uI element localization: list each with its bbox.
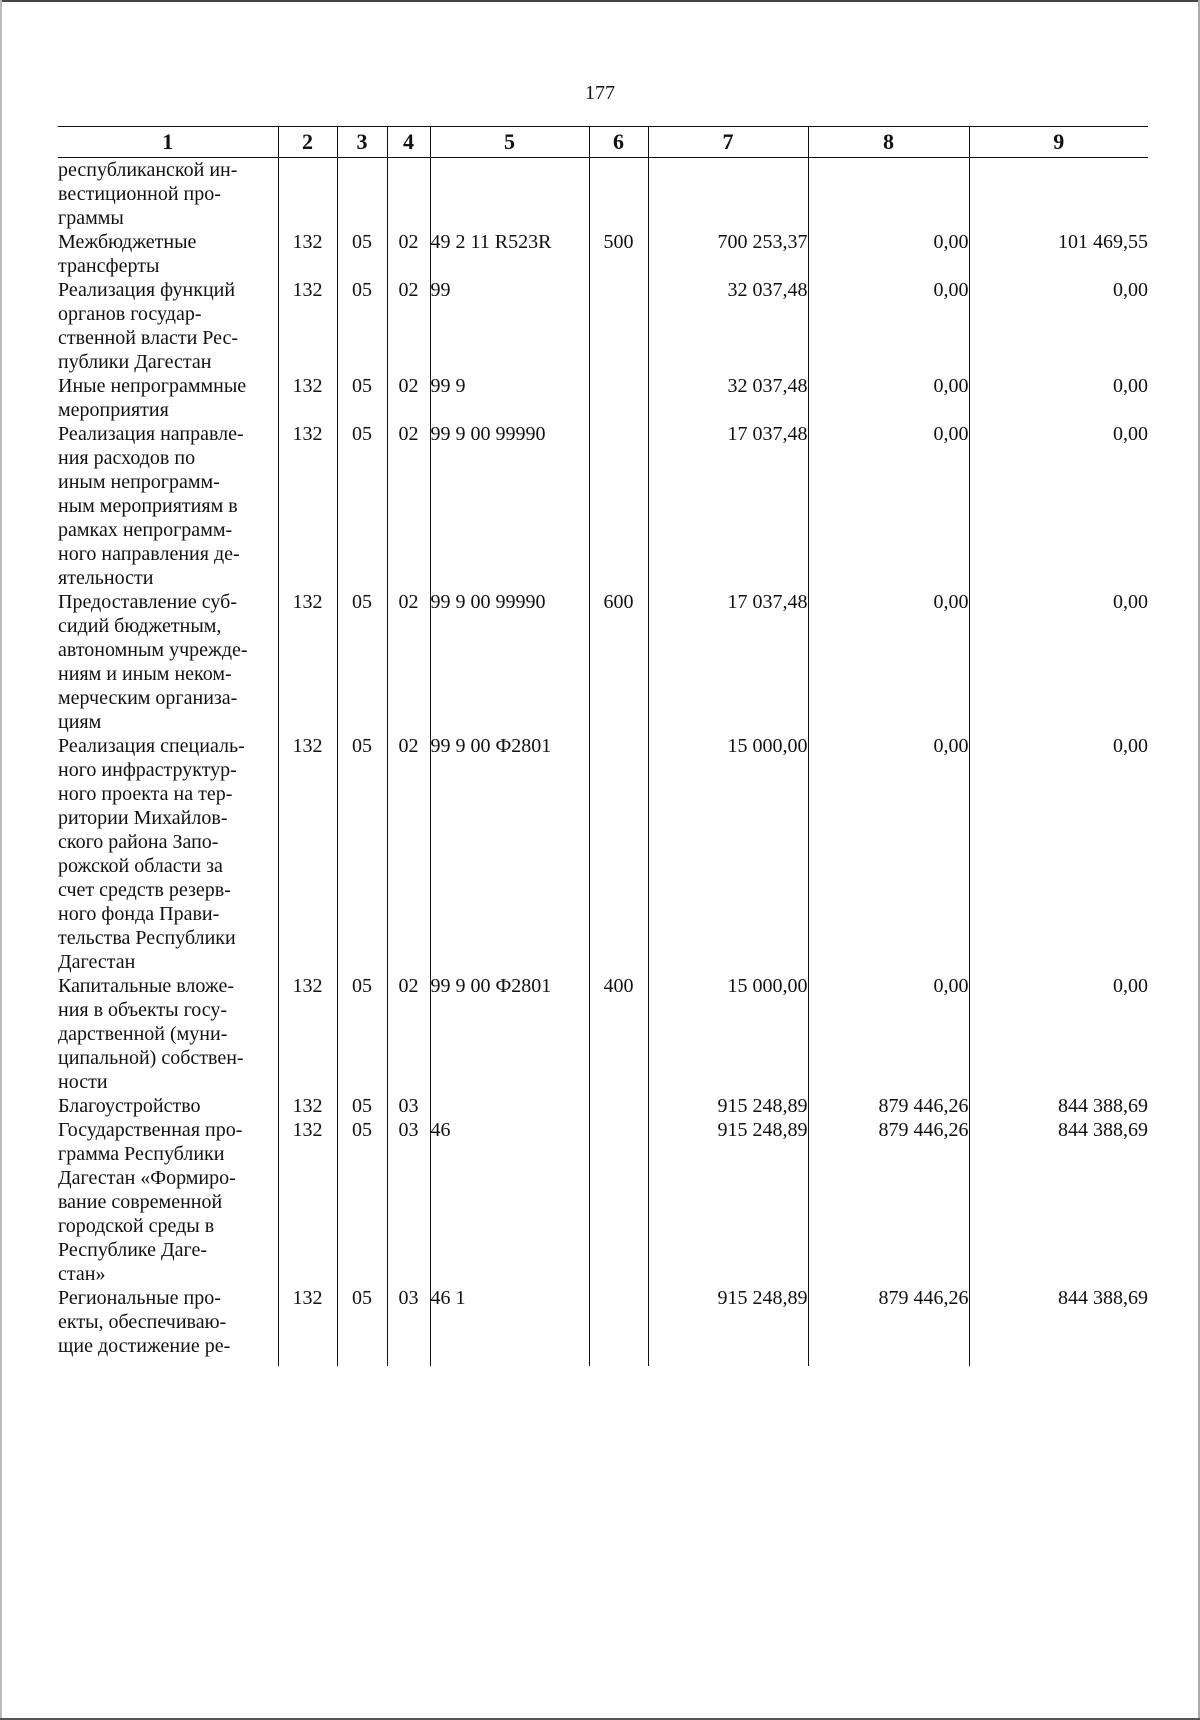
- table-row: [58, 590, 1148, 734]
- cell-amount-year-2: 0,00: [808, 734, 969, 974]
- cell-ministry-code: [278, 158, 337, 231]
- row-name-cell: Иные непрограммные мероприятия: [58, 375, 247, 421]
- cell-expense-type: [589, 1094, 648, 1118]
- cell-expense-type: [589, 1286, 648, 1366]
- cell-section-code: 05: [337, 590, 387, 734]
- cell-subsection-code: 02: [387, 974, 430, 1094]
- cell-ministry-code: 132: [278, 734, 337, 974]
- table-row: [58, 734, 1148, 974]
- cell-amount-year-1: 915 248,89: [648, 1118, 808, 1286]
- cell-amount-year-1: 700 253,37: [648, 230, 808, 278]
- cell-expense-type: [589, 734, 648, 974]
- cell-subsection-code: 02: [387, 422, 430, 590]
- row-name-cell: Реализация направле- ния расходов по иным непрограмм- ным мероприятиям в рамках непрограмм- ного направления де- ятельности: [58, 423, 244, 589]
- cell-amount-year-3: 0,00: [969, 278, 1148, 374]
- cell-expense-type: [589, 278, 648, 374]
- cell-subsection-code: 02: [387, 230, 430, 278]
- column-header: 9: [969, 127, 1148, 158]
- table-row: [58, 1286, 1148, 1366]
- cell-section-code: [337, 158, 387, 231]
- row-name-cell: Государственная про- грамма Республики Дагестан «Формиро- вание современной городской среды в Республике Даге- стан»: [58, 1119, 243, 1285]
- column-header: 2: [278, 127, 337, 158]
- cell-ministry-code: 132: [278, 230, 337, 278]
- cell-expense-type: 500: [589, 230, 648, 278]
- column-header: 3: [337, 127, 387, 158]
- cell-subsection-code: [387, 158, 430, 231]
- cell-amount-year-3: [969, 158, 1148, 231]
- row-name-cell: Реализация функций органов государ- ственной власти Рес- публики Дагестан: [58, 279, 239, 373]
- cell-amount-year-2: 0,00: [808, 374, 969, 422]
- row-name-cell: Региональные про- екты, обеспечиваю- щие достижение ре-: [58, 1287, 231, 1357]
- cell-amount-year-2: 879 446,26: [808, 1118, 969, 1286]
- cell-ministry-code: 132: [278, 974, 337, 1094]
- cell-section-code: 05: [337, 1094, 387, 1118]
- cell-amount-year-2: 0,00: [808, 278, 969, 374]
- table-row: [58, 1094, 1148, 1118]
- cell-amount-year-1: 915 248,89: [648, 1286, 808, 1366]
- cell-ministry-code: 132: [278, 1094, 337, 1118]
- cell-amount-year-1: 17 037,48: [648, 422, 808, 590]
- cell-amount-year-3: 0,00: [969, 734, 1148, 974]
- cell-amount-year-1: 915 248,89: [648, 1094, 808, 1118]
- cell-amount-year-3: 844 388,69: [969, 1118, 1148, 1286]
- scan-edge-left: [0, 0, 2, 1720]
- cell-target-article: 99 9 00 99990: [430, 590, 589, 734]
- cell-section-code: 05: [337, 974, 387, 1094]
- cell-amount-year-1: [648, 158, 808, 231]
- column-header: 1: [58, 127, 278, 158]
- cell-amount-year-3: 0,00: [969, 974, 1148, 1094]
- row-name-cell: Предоставление суб- сидий бюджетным, автономным учрежде- ниям и иным неком- мерческим организа- циям: [58, 591, 248, 733]
- cell-expense-type: [589, 374, 648, 422]
- cell-section-code: 05: [337, 278, 387, 374]
- cell-subsection-code: 03: [387, 1094, 430, 1118]
- cell-expense-type: [589, 158, 648, 231]
- table-row: [58, 1118, 1148, 1286]
- row-name-cell: Капитальные вложе- ния в объекты госу- дарственной (муни- ципальной) собствен- ности: [58, 975, 244, 1093]
- row-name-cell: Благоустройство: [58, 1095, 201, 1117]
- budget-table: [58, 126, 1148, 1366]
- cell-target-article: 46 1: [430, 1286, 589, 1366]
- cell-amount-year-1: 17 037,48: [648, 590, 808, 734]
- cell-amount-year-3: 844 388,69: [969, 1094, 1148, 1118]
- cell-ministry-code: 132: [278, 278, 337, 374]
- cell-expense-type: [589, 1118, 648, 1286]
- cell-subsection-code: 03: [387, 1118, 430, 1286]
- cell-amount-year-2: 879 446,26: [808, 1286, 969, 1366]
- cell-target-article: 99 9 00 99990: [430, 422, 589, 590]
- cell-subsection-code: 02: [387, 374, 430, 422]
- cell-subsection-code: 02: [387, 590, 430, 734]
- table-row: [58, 278, 1148, 374]
- cell-amount-year-1: 32 037,48: [648, 374, 808, 422]
- row-name-cell: Межбюджетные трансферты: [58, 231, 197, 277]
- table-row: [58, 974, 1148, 1094]
- column-header: 7: [648, 127, 808, 158]
- cell-section-code: 05: [337, 1286, 387, 1366]
- cell-ministry-code: 132: [278, 422, 337, 590]
- cell-section-code: 05: [337, 374, 387, 422]
- cell-amount-year-3: 101 469,55: [969, 230, 1148, 278]
- cell-target-article: 49 2 11 R523R: [430, 230, 589, 278]
- cell-target-article: [430, 158, 589, 231]
- cell-ministry-code: 132: [278, 1118, 337, 1286]
- scan-edge-top: [0, 0, 1200, 2]
- table-row: [58, 230, 1148, 278]
- cell-ministry-code: 132: [278, 1286, 337, 1366]
- cell-amount-year-1: 15 000,00: [648, 734, 808, 974]
- cell-target-article: 99 9 00 Ф2801: [430, 974, 589, 1094]
- cell-amount-year-3: 844 388,69: [969, 1286, 1148, 1366]
- table-body: [58, 158, 1148, 1367]
- table-row: [58, 374, 1148, 422]
- cell-ministry-code: 132: [278, 590, 337, 734]
- cell-section-code: 05: [337, 230, 387, 278]
- column-header: 6: [589, 127, 648, 158]
- cell-subsection-code: 03: [387, 1286, 430, 1366]
- cell-amount-year-3: 0,00: [969, 374, 1148, 422]
- cell-amount-year-2: [808, 158, 969, 231]
- cell-amount-year-2: 0,00: [808, 230, 969, 278]
- cell-section-code: 05: [337, 1118, 387, 1286]
- cell-expense-type: [589, 422, 648, 590]
- cell-section-code: 05: [337, 422, 387, 590]
- column-header: 4: [387, 127, 430, 158]
- cell-subsection-code: 02: [387, 734, 430, 974]
- cell-amount-year-2: 0,00: [808, 422, 969, 590]
- cell-target-article: 99 9 00 Ф2801: [430, 734, 589, 974]
- row-name-cell: республиканской ин- вестиционной про- граммы: [58, 159, 238, 229]
- table-row: [58, 422, 1148, 590]
- column-header: 5: [430, 127, 589, 158]
- cell-target-article: 99: [430, 278, 589, 374]
- cell-section-code: 05: [337, 734, 387, 974]
- cell-ministry-code: 132: [278, 374, 337, 422]
- cell-amount-year-2: 0,00: [808, 974, 969, 1094]
- cell-amount-year-2: 879 446,26: [808, 1094, 969, 1118]
- cell-amount-year-3: 0,00: [969, 590, 1148, 734]
- cell-subsection-code: 02: [387, 278, 430, 374]
- cell-target-article: 99 9: [430, 374, 589, 422]
- cell-amount-year-3: 0,00: [969, 422, 1148, 590]
- cell-amount-year-1: 15 000,00: [648, 974, 808, 1094]
- cell-amount-year-2: 0,00: [808, 590, 969, 734]
- table-row: [58, 158, 1148, 231]
- cell-amount-year-1: 32 037,48: [648, 278, 808, 374]
- cell-expense-type: 400: [589, 974, 648, 1094]
- column-header: 8: [808, 127, 969, 158]
- table-header-row: [58, 127, 1148, 158]
- cell-expense-type: 600: [589, 590, 648, 734]
- cell-target-article: 46: [430, 1118, 589, 1286]
- page-number: 177: [585, 82, 615, 104]
- row-name-cell: Реализация специаль- ного инфраструктур- ного проекта на тер- ритории Михайлов- ского района Запо- рожской области за счет средств резерв- ного фонда Прави- тельства Республики Дагестан: [58, 735, 245, 973]
- cell-target-article: [430, 1094, 589, 1118]
